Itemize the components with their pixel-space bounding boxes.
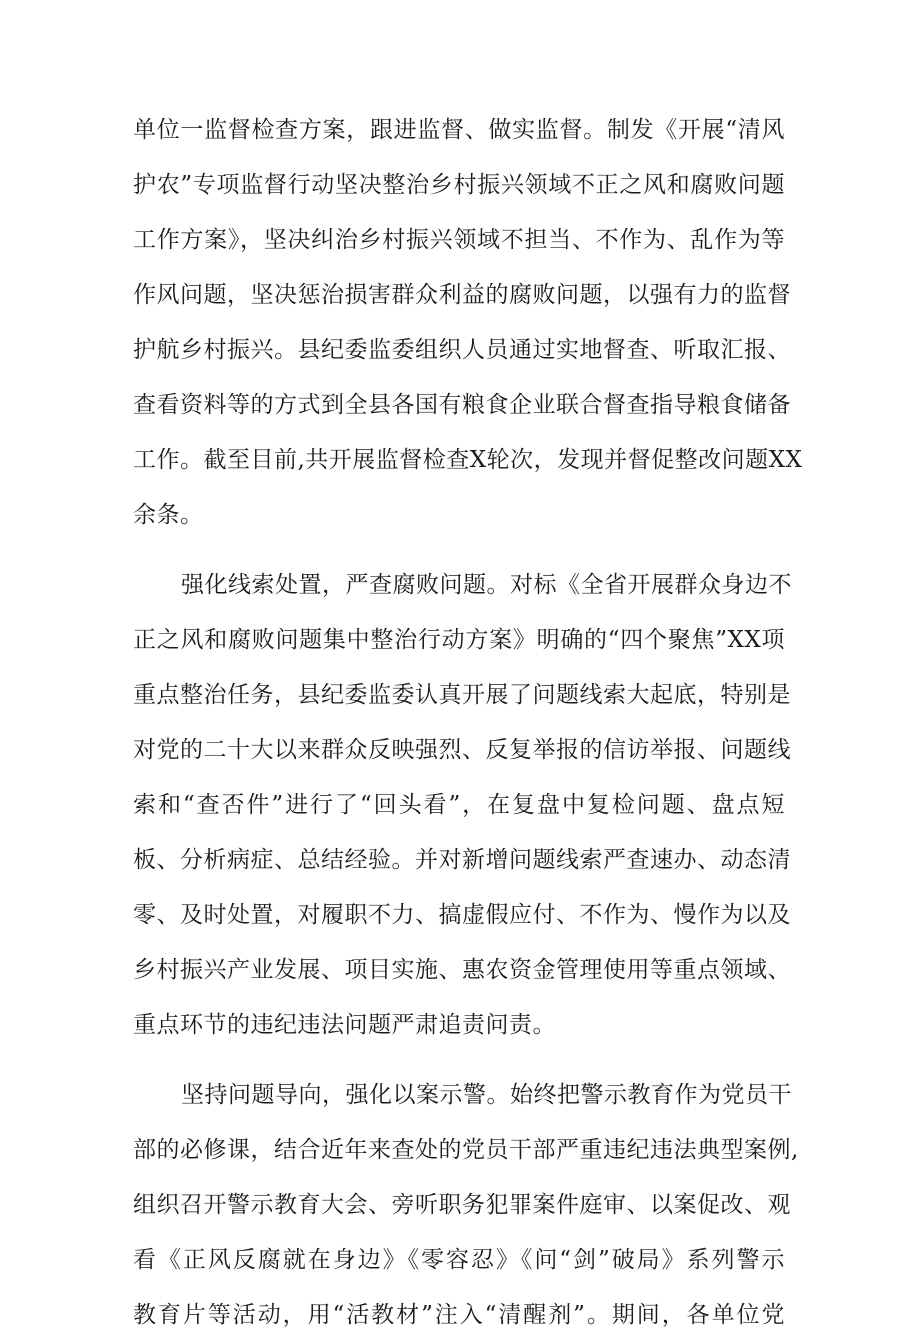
text-line: 板、分析病症、总结经验。并对新增问题线索严查速办、动态清 (133, 847, 791, 873)
text-line: 工作方案》，坚决纠治乡村振兴领域不担当、不作为、乱作为等 (133, 227, 785, 253)
text-line: 索和“查否件”进行了“回头看”，在复盘中复检问题、盘点短 (133, 792, 785, 818)
text-line: 护农”专项监督行动坚决整治乡村振兴领域不正之风和腐败问题 (133, 172, 785, 198)
text-line: 部的必修课，结合近年来查处的党员干部严重违纪违法典型案例, (133, 1137, 799, 1163)
text-line: 零、及时处置，对履职不力、搞虚假应付、不作为、慢作为以及 (133, 902, 791, 928)
text-line: 重点整治任务，县纪委监委认真开展了问题线索大起底，特别是 (133, 682, 791, 708)
text-line: 单位一监督检查方案，跟进监督、做实监督。制发《开展“清风 (133, 117, 785, 143)
text-line: 重点环节的违纪违法问题严肃追责问责。 (133, 1012, 556, 1038)
text-line: 查看资料等的方式到全县各国有粮食企业联合督查指导粮食储备 (133, 392, 791, 418)
text-line: 教育片等活动，用“活教材”注入“清醒剂”。期间，各单位党 (133, 1302, 785, 1328)
paragraph-clue-handling (133, 558, 792, 1053)
text-line: 乡村振兴产业发展、项目实施、惠农资金管理使用等重点领域、 (133, 957, 791, 983)
paragraph-warning-education (133, 1068, 799, 1343)
text-line: 护航乡村振兴。县纪委监委组织人员通过实地督查、听取汇报、 (133, 337, 791, 363)
text-line: 对党的二十大以来群众反映强烈、反复举报的信访举报、问题线 (133, 737, 791, 763)
text-line: 坚持问题导向，强化以案示警。始终把警示教育作为党员干 (181, 1082, 792, 1108)
text-line: 看《正风反腐就在身边》《零容忍》《问“剑”破局》系列警示 (133, 1247, 785, 1273)
text-line: 余条。 (133, 502, 204, 528)
document-body (133, 103, 803, 1343)
text-line: 强化线索处置，严查腐败问题。对标《全省开展群众身边不 (181, 572, 792, 598)
text-line: 作风问题，坚决惩治损害群众利益的腐败问题，以强有力的监督 (133, 282, 791, 308)
text-line: 工作。截至目前,共开展监督检查X轮次，发现并督促整改问题XX (133, 447, 803, 473)
text-line: 正之风和腐败问题集中整治行动方案》明确的“四个聚焦”XX项 (133, 627, 785, 653)
text-line: 组织召开警示教育大会、旁听职务犯罪案件庭审、以案促改、观 (133, 1192, 791, 1218)
paragraph-supervision (133, 103, 803, 543)
